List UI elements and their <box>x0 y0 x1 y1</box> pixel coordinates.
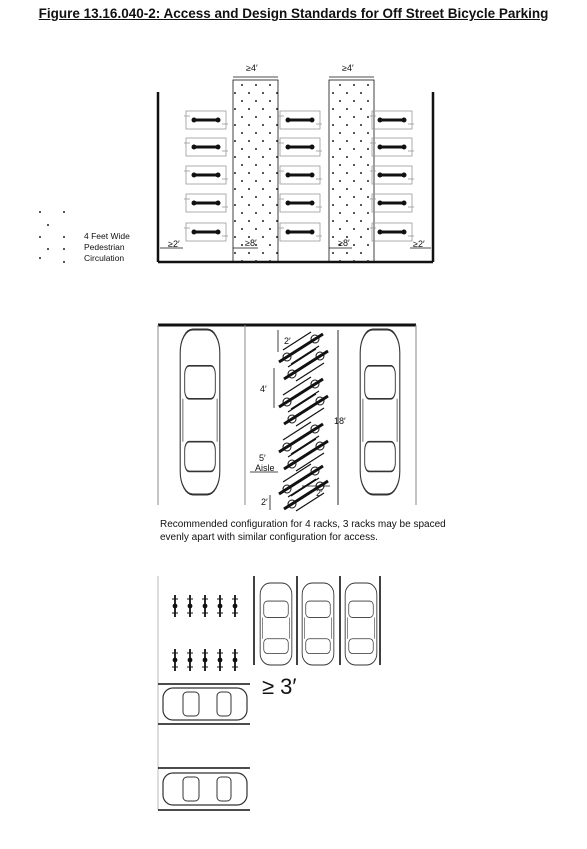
dim-height: 18′ <box>334 416 346 426</box>
pedestrian-aisle-left <box>233 80 278 262</box>
dim-rack: 4′ <box>260 384 267 394</box>
dim-left: ≥2′ <box>168 239 180 249</box>
legend-dots-swatch <box>39 211 65 263</box>
dim-top-right: ≥4′ <box>342 63 354 73</box>
bike-racks-col-2 <box>278 111 322 241</box>
legend-line-2: Pedestrian <box>84 242 125 252</box>
clearance-label: ≥ 3′ <box>262 674 297 699</box>
car-right <box>360 330 400 495</box>
bike-racks-col-3 <box>370 111 414 241</box>
aisle-width: 5′ <box>259 453 266 463</box>
dim-top: 2′ <box>284 336 291 346</box>
parked-car-3 <box>345 583 377 665</box>
parked-car-1 <box>260 583 292 665</box>
parked-car-2 <box>302 583 334 665</box>
car-left <box>180 330 220 495</box>
dim-bottom-right: 2′ <box>316 488 323 498</box>
legend-line-1: 4 Feet Wide <box>84 231 130 241</box>
diagram-caption: Recommended configuration for 4 racks, 3 racks may be spaced evenly apart with similar configuration for access. <box>160 519 446 543</box>
rack-layout-diagram <box>39 63 433 263</box>
parked-car-5 <box>163 773 247 805</box>
dim-top-left: ≥4′ <box>246 63 258 73</box>
dim-aisle-right: ≥8′ <box>338 238 350 248</box>
dim-bottom-left: 2′ <box>261 497 268 507</box>
diagonal-rack-diagram <box>158 325 416 511</box>
diagonal-bikes <box>279 332 328 511</box>
parked-car-4 <box>163 688 247 720</box>
bike-rack-row-bottom <box>172 649 238 671</box>
legend-line-3: Circulation <box>84 253 125 263</box>
aisle-label: Aisle <box>255 463 275 473</box>
dim-aisle-left: ≥8′ <box>245 238 257 248</box>
figure-title: Figure 13.16.040-2: Access and Design Standards for Off Street Bicycle Parking <box>38 6 549 21</box>
bike-rack-row-top <box>172 595 238 617</box>
bike-racks-col-1 <box>184 111 228 241</box>
pedestrian-aisle-right <box>329 80 374 262</box>
dim-right: ≥2′ <box>413 239 425 249</box>
